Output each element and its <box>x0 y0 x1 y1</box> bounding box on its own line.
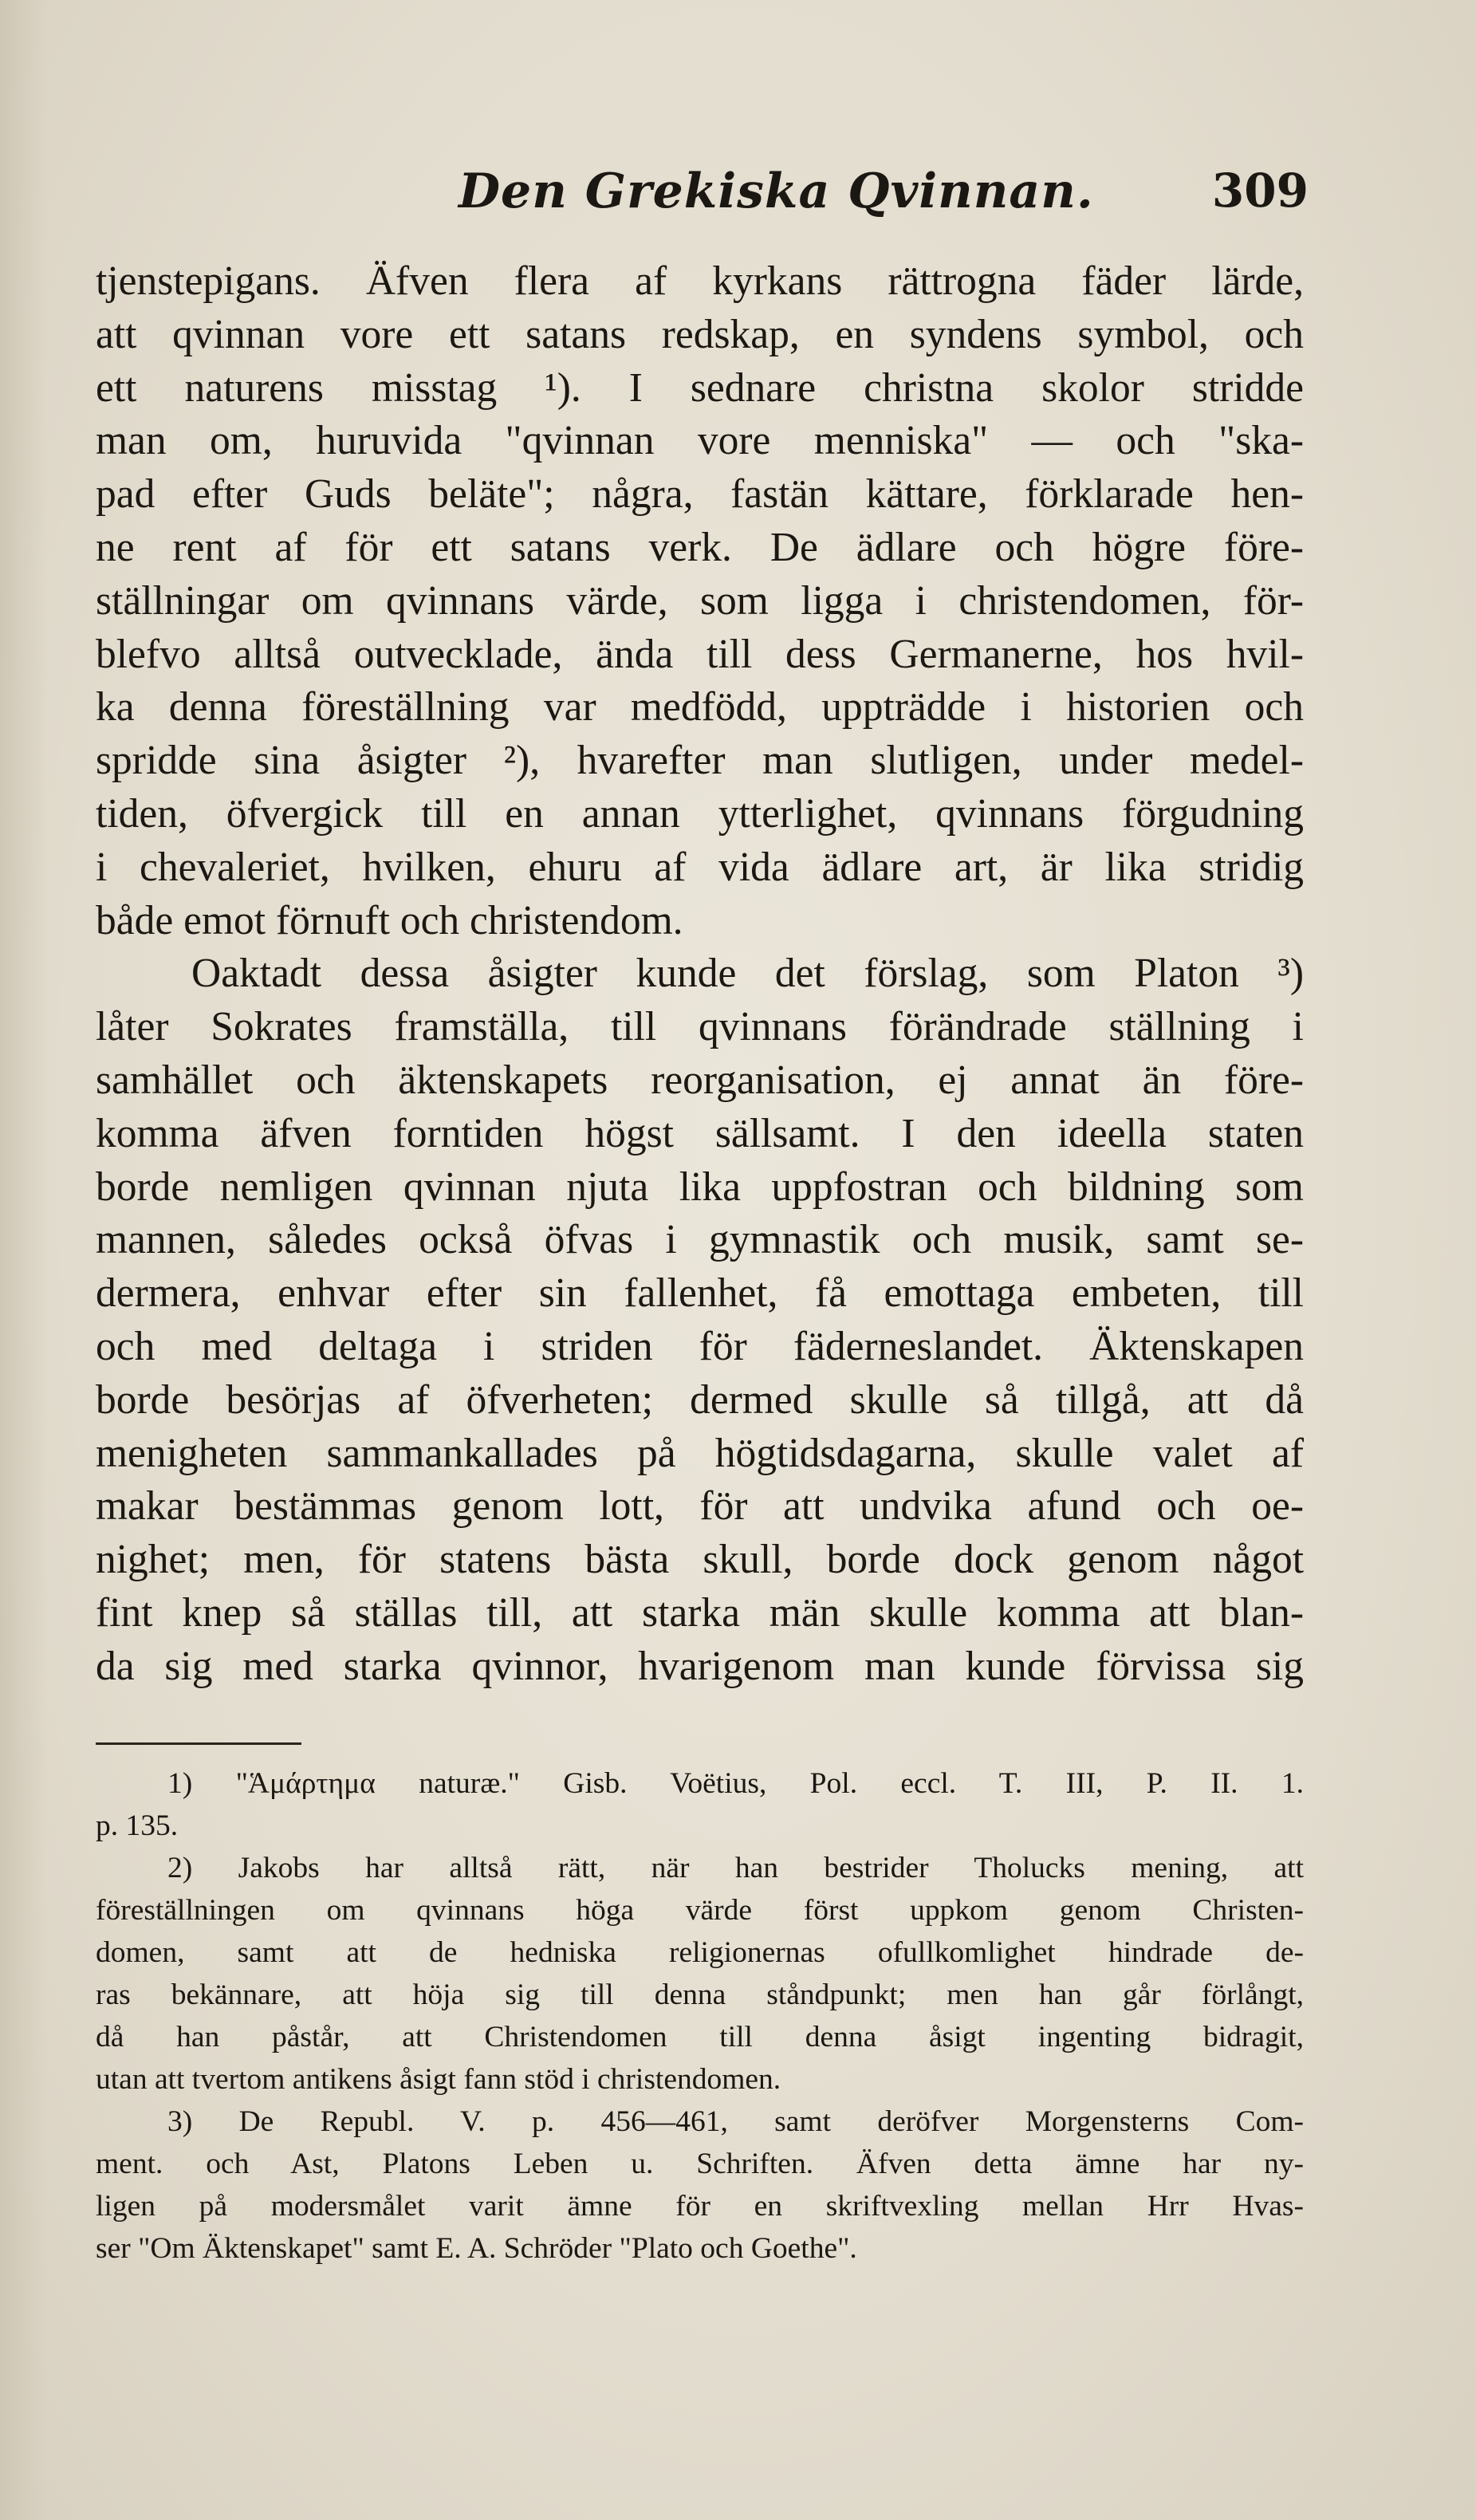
text-line: nighet; men, för statens bästa skull, borde dock genom något <box>96 1537 1304 1583</box>
footnote-line: 1) "Ἁμάρτημα naturæ." Gisb. Voëtius, Pol. eccl. T. III, P. II. 1. <box>167 1767 1304 1800</box>
text-line: menigheten sammankallades på högtidsdagarna, skulle valet af <box>96 1430 1304 1476</box>
text-line: och med deltaga i striden för fäderneslandet. Äktenskapen <box>96 1323 1304 1369</box>
text-line: spridde sina åsigter ²), hvarefter man slutligen, under medel- <box>96 738 1304 784</box>
text-line: tiden, öfvergick till en annan ytterlighet, qvinnans förgudning <box>96 790 1304 837</box>
text-line: makar bestämmas genom lott, för att undvika afund och oe- <box>96 1483 1304 1530</box>
text-line: blefvo alltså outvecklade, ända till dess Germanerne, hos hvil- <box>96 631 1304 677</box>
footnote-line: 2) Jakobs har alltså rätt, när han bestrider Tholucks mening, att <box>167 1852 1304 1884</box>
text-line: ställningar om qvinnans värde, som ligga i christendomen, för- <box>96 577 1304 624</box>
text-line: borde besörjas af öfverheten; dermed skulle så tillgå, att då <box>96 1376 1304 1423</box>
text-line: borde nemligen qvinnan njuta lika uppfostran och bildning som <box>96 1164 1304 1210</box>
footnote-line: föreställningen om qvinnans höga värde först uppkom genom Christen- <box>96 1894 1304 1927</box>
page-header <box>96 163 1309 235</box>
running-title: Den Grekiska Qvinnan. <box>459 163 1094 219</box>
text-line: att qvinnan vore ett satans redskap, en syndens symbol, och <box>96 311 1304 357</box>
footnote-line: ligen på modersmålet varit ämne för en skriftvexling mellan Hrr Hvas- <box>96 2190 1304 2223</box>
footnote-line: 3) De Republ. V. p. 456—461, samt deröfver Morgensterns Com- <box>167 2105 1304 2138</box>
text-line: Oaktadt dessa åsigter kunde det förslag, som Platon ³) <box>191 951 1304 997</box>
footnote-separator <box>96 1742 301 1745</box>
footnote-line: p. 135. <box>96 1809 179 1842</box>
footnote-line: ser "Om Äktenskapet" samt E. A. Schröder "Plato och Goethe". <box>96 2232 857 2265</box>
page-number: 309 <box>1211 163 1309 218</box>
footnotes <box>96 1762 1304 2270</box>
text-line: ne rent af för ett satans verk. De ädlare och högre före- <box>96 524 1304 570</box>
footnote-line: då han påstår, att Christendomen till denna åsigt ingenting bidragit, <box>96 2021 1304 2053</box>
text-line: låter Sokrates framställa, till qvinnans förändrade ställning i <box>96 1004 1304 1050</box>
text-line: tjenstepigans. Äfven flera af kyrkans rättrogna fäder lärde, <box>96 258 1304 304</box>
footnote-line: ras bekännare, att höja sig till denna ståndpunkt; men han går förlångt, <box>96 1979 1304 2011</box>
footnote-line: utan att tvertom antikens åsigt fann stöd i christendomen. <box>96 2063 781 2096</box>
text-line: fint knep så ställas till, att starka män skulle komma att blan- <box>96 1589 1304 1636</box>
text-line: både emot förnuft och christendom. <box>96 897 683 943</box>
footnote-line: ment. och Ast, Platons Leben u. Schriften. Äfven detta ämne har ny- <box>96 2148 1304 2180</box>
main-text <box>96 255 1304 1694</box>
text-line: komma äfven forntiden högst sällsamt. I den ideella staten <box>96 1110 1304 1156</box>
text-line: ka denna föreställning var medfödd, uppträdde i historien och <box>96 684 1304 730</box>
text-line: da sig med starka qvinnor, hvarigenom man kunde förvissa sig <box>96 1643 1304 1689</box>
text-line: man om, huruvida "qvinnan vore menniska" — och "ska- <box>96 418 1304 464</box>
text-line: i chevaleriet, hvilken, ehuru af vida ädlare art, är lika stridig <box>96 844 1304 890</box>
text-line: samhället och äktenskapets reorganisation, ej annat än före- <box>96 1057 1304 1103</box>
text-line: pad efter Guds beläte"; några, fastän kättare, förklarade hen- <box>96 471 1304 518</box>
footnote-line: domen, samt att de hedniska religionernas ofullkomlighet hindrade de- <box>96 1936 1304 1969</box>
text-line: ett naturens misstag ¹). I sednare christna skolor stridde <box>96 364 1304 411</box>
text-line: dermera, enhvar efter sin fallenhet, få emottaga embeten, till <box>96 1270 1304 1317</box>
text-line: mannen, således också öfvas i gymnastik och musik, samt se- <box>96 1217 1304 1263</box>
